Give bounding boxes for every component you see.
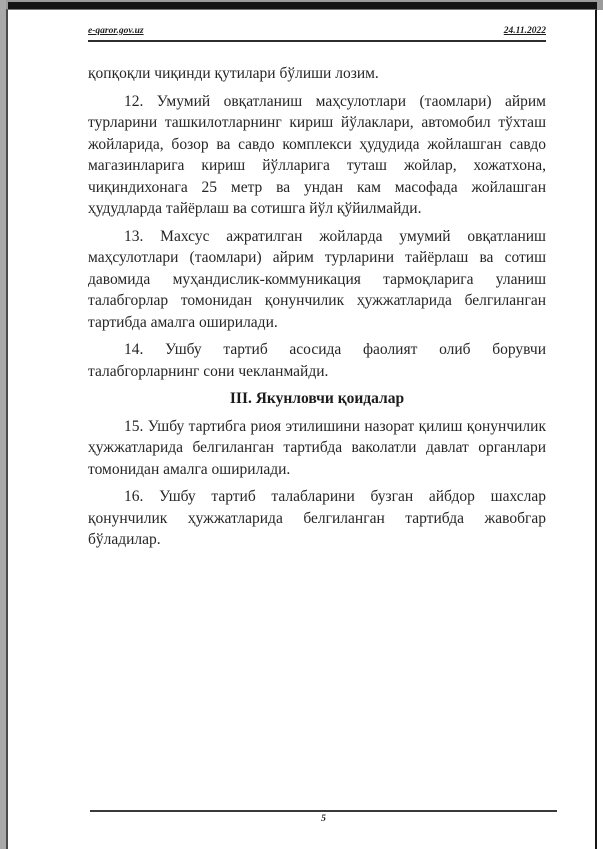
page-content <box>8 10 595 849</box>
page-footer <box>90 810 557 824</box>
paragraph-12: 12. Умумий овқатланиш маҳсулотлари (таомлари) айрим турларини ташкилотларнинг кириш йўлаклари, автомобил тўхташ жойларида, бозор ва савдо комплекси ҳудудида жойлашган савдо магазинларига кириш йўлларига туташ жойлар, хожатхона, чиқиндихонага 25 метр ва ундан кам масофада жойлашган ҳудудларда тайёрлаш ва сотишга йўл қўйилмайди. <box>88 92 546 217</box>
document-page <box>6 9 597 849</box>
paragraph-13: 13. Махсус ажратилган жойларда умумий овқатланиш маҳсулотлари (таомлари) айрим турларини тайёрлаш ва сотиш давомида муҳандислик-коммуникация тармоқларига уланиш талабгорлар томонидан қонунчилик ҳужжатларида белгиланган тартибда амалга оширилади. <box>88 227 546 331</box>
body-text <box>88 63 546 551</box>
page-number: 5 <box>321 814 326 824</box>
section-heading: III. Якунловчи қоидалар <box>229 390 405 407</box>
page-header <box>88 26 546 42</box>
paragraph-continuation: қопқоқли чиқинди қутилари бўлиши лозим. <box>88 65 379 82</box>
header-site-url: e-qaror.gov.uz <box>88 26 144 36</box>
header-date: 24.11.2022 <box>503 26 546 36</box>
paragraph-15: 15. Ушбу тартибга риоя этилишини назорат қилиш қонунчилик ҳужжатларида белгиланган тартибда ваколатли давлат органлари томонидан амалга оширилади. <box>88 417 546 478</box>
paragraph-16: 16. Ушбу тартиб талабларини бузган айбдор шахслар қонунчилик ҳужжатларида белгиланган тартибда жавобгар бўладилар. <box>88 488 546 548</box>
paragraph-14: 14. Ушбу тартиб асосида фаолият олиб борувчи талабгорларнинг сони чекланмайди. <box>88 341 546 380</box>
